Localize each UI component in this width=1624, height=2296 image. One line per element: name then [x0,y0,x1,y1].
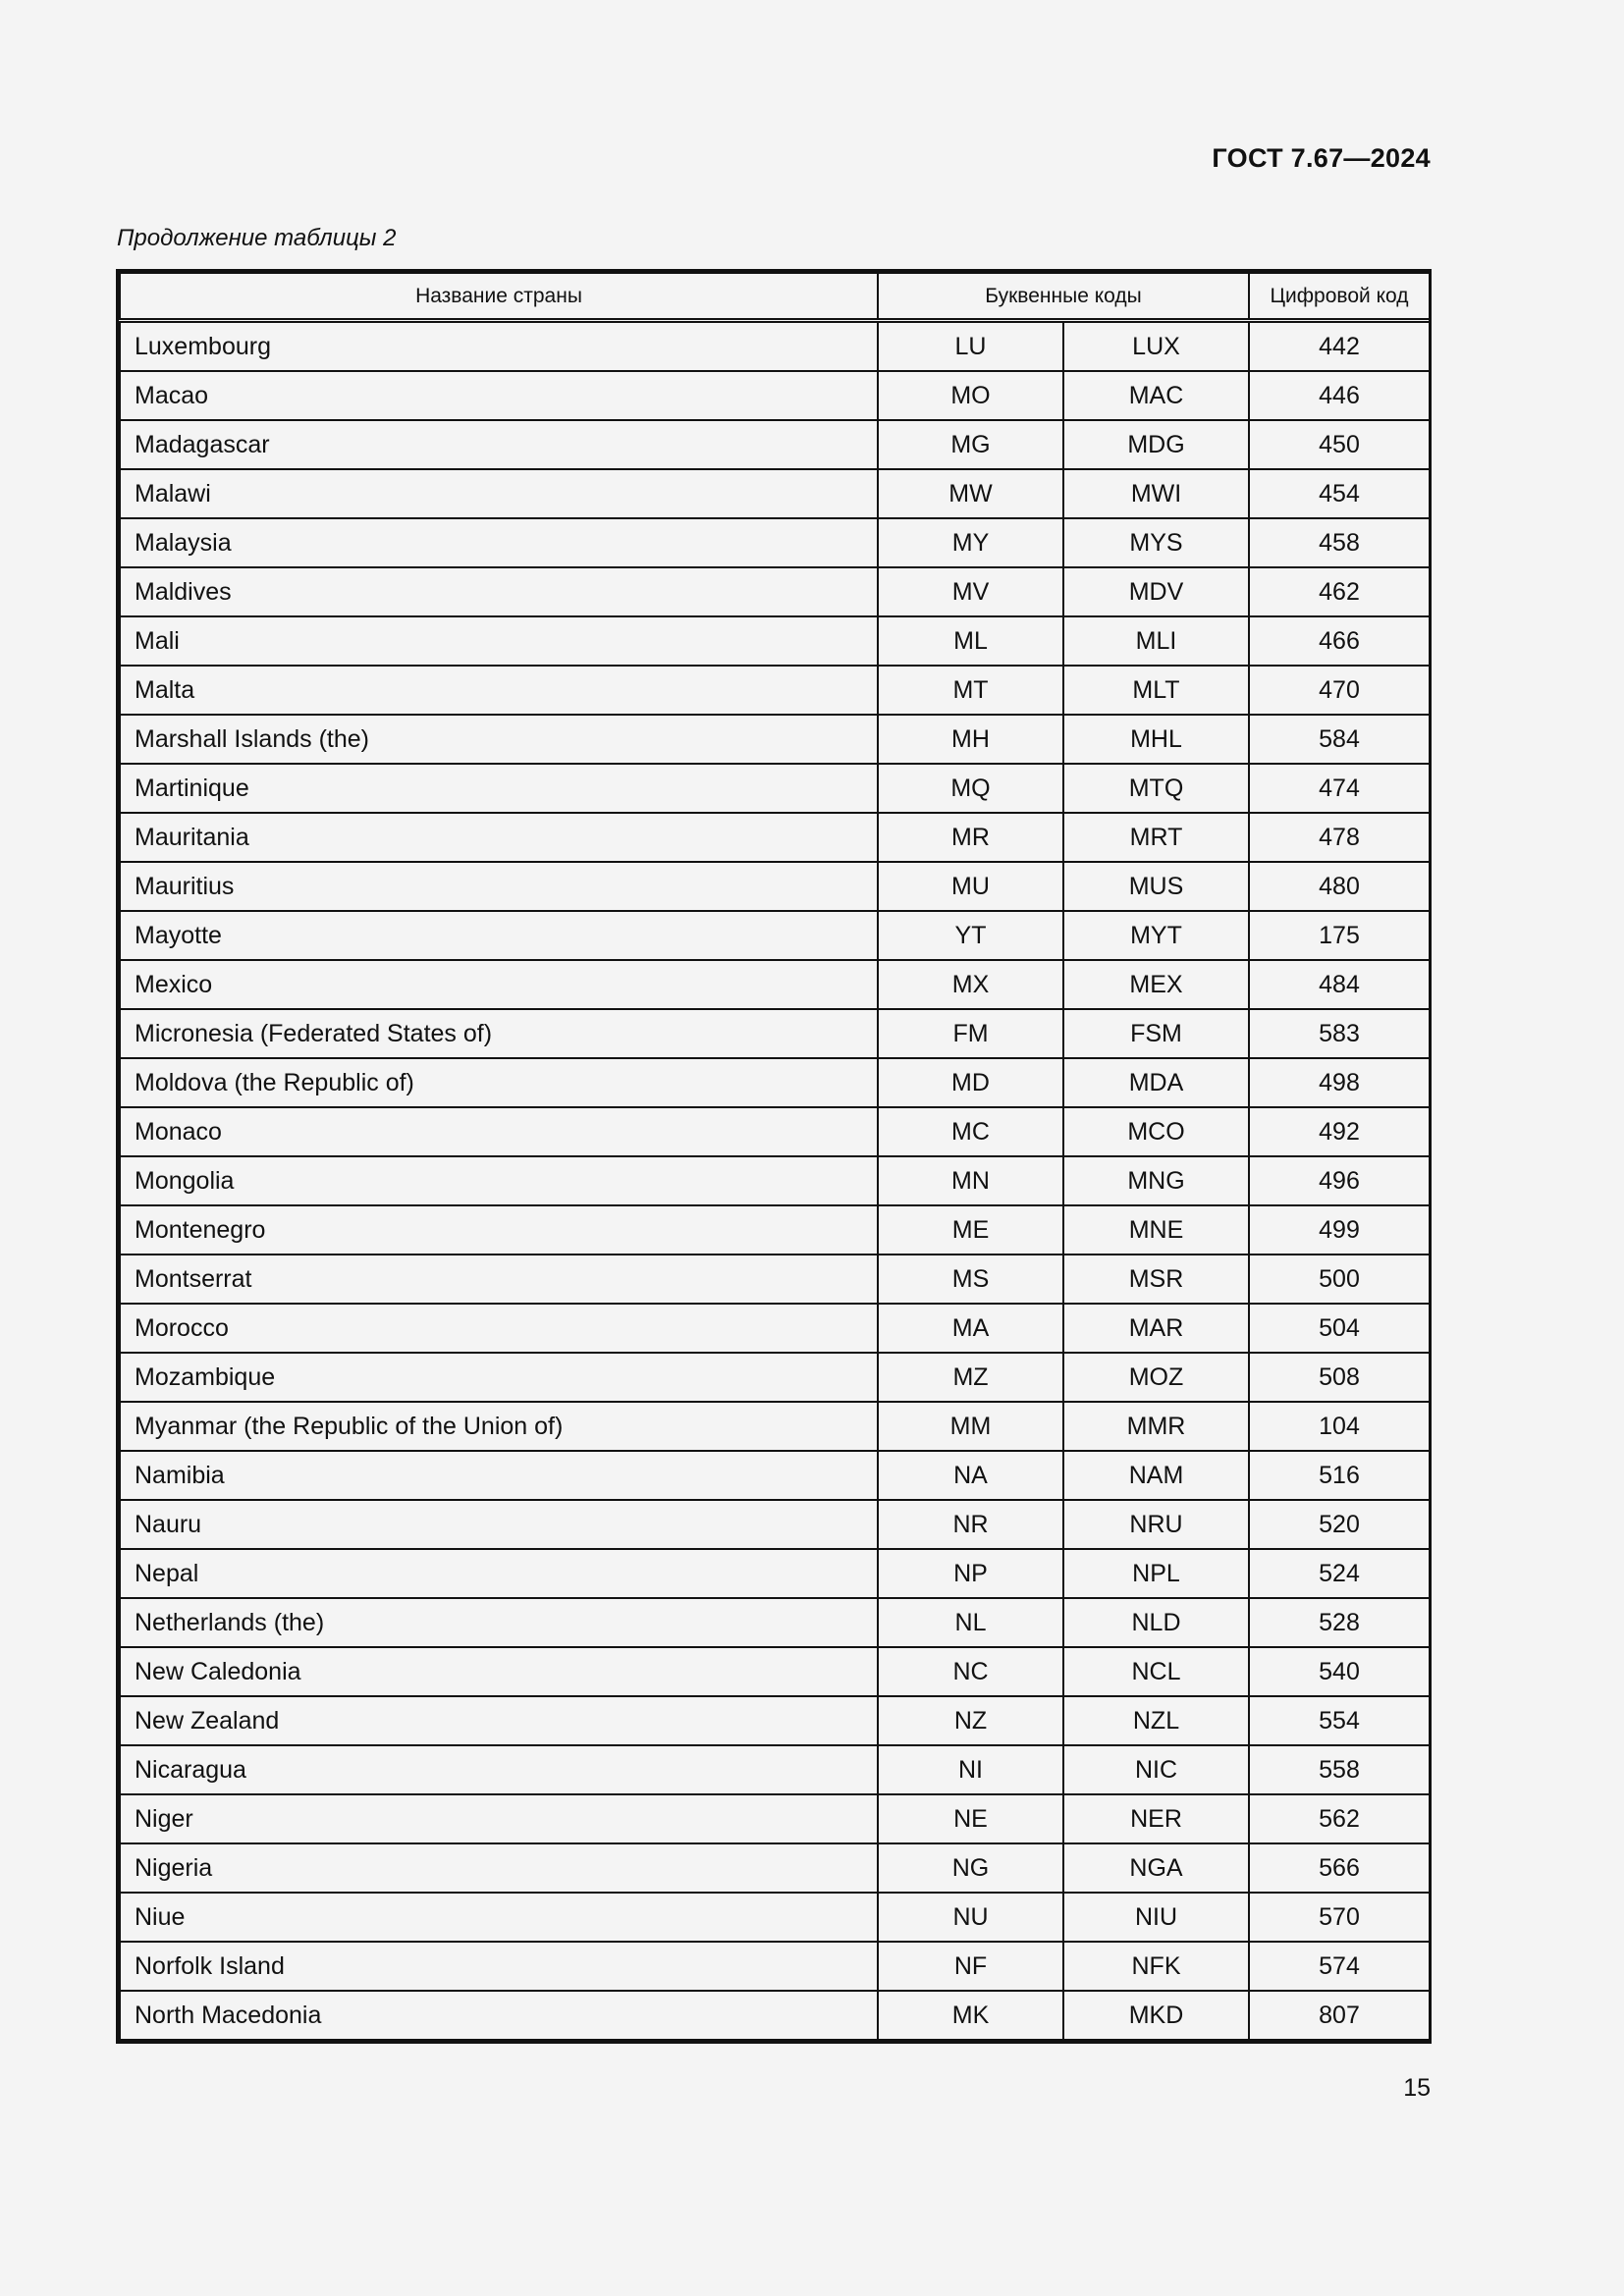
table-row [120,1009,1430,1058]
alpha2-code-cell: NA [878,1451,1063,1500]
country-name-cell: Madagascar [120,420,878,469]
table-row [120,1794,1430,1843]
alpha3-code-cell: NPL [1063,1549,1249,1598]
country-name-cell: Nicaragua [120,1745,878,1794]
country-name-cell: Luxembourg [120,321,878,372]
alpha2-code-cell: NF [878,1942,1063,1991]
alpha3-code-cell: MWI [1063,469,1249,518]
country-name-cell: New Zealand [120,1696,878,1745]
alpha2-code-cell: NZ [878,1696,1063,1745]
alpha3-code-cell: MTQ [1063,764,1249,813]
alpha3-code-cell: MYT [1063,911,1249,960]
country-name-cell: North Macedonia [120,1991,878,2040]
alpha2-code-cell: NL [878,1598,1063,1647]
numeric-code-cell: 458 [1249,518,1430,567]
alpha3-code-cell: MEX [1063,960,1249,1009]
country-name-cell: Macao [120,371,878,420]
country-name-cell: Micronesia (Federated States of) [120,1009,878,1058]
alpha2-code-cell: MK [878,1991,1063,2040]
alpha3-code-cell: MSR [1063,1255,1249,1304]
alpha3-code-cell: MHL [1063,715,1249,764]
alpha2-code-cell: MH [878,715,1063,764]
country-name-cell: Maldives [120,567,878,616]
alpha3-code-cell: NIU [1063,1893,1249,1942]
column-header-letter-codes: Буквенные коды [878,273,1249,321]
alpha2-code-cell: MO [878,371,1063,420]
column-header-country: Название страны [120,273,878,321]
country-name-cell: Moldova (the Republic of) [120,1058,878,1107]
alpha3-code-cell: LUX [1063,321,1249,372]
alpha3-code-cell: MLI [1063,616,1249,666]
country-name-cell: Malawi [120,469,878,518]
table-row [120,715,1430,764]
alpha3-code-cell: NRU [1063,1500,1249,1549]
table-row [120,1696,1430,1745]
alpha2-code-cell: NE [878,1794,1063,1843]
table-row [120,1058,1430,1107]
country-name-cell: Namibia [120,1451,878,1500]
alpha2-code-cell: NC [878,1647,1063,1696]
numeric-code-cell: 446 [1249,371,1430,420]
numeric-code-cell: 574 [1249,1942,1430,1991]
numeric-code-cell: 562 [1249,1794,1430,1843]
alpha2-code-cell: FM [878,1009,1063,1058]
numeric-code-cell: 496 [1249,1156,1430,1205]
numeric-code-cell: 566 [1249,1843,1430,1893]
table-row [120,1156,1430,1205]
alpha3-code-cell: NFK [1063,1942,1249,1991]
alpha3-code-cell: MRT [1063,813,1249,862]
country-name-cell: Marshall Islands (the) [120,715,878,764]
numeric-code-cell: 807 [1249,1991,1430,2040]
numeric-code-cell: 520 [1249,1500,1430,1549]
table-row [120,960,1430,1009]
country-name-cell: Mongolia [120,1156,878,1205]
alpha2-code-cell: MU [878,862,1063,911]
table-row [120,1353,1430,1402]
country-name-cell: Norfolk Island [120,1942,878,1991]
country-name-cell: Martinique [120,764,878,813]
alpha3-code-cell: NLD [1063,1598,1249,1647]
numeric-code-cell: 466 [1249,616,1430,666]
numeric-code-cell: 492 [1249,1107,1430,1156]
table-header-row [120,273,1430,321]
alpha3-code-cell: NGA [1063,1843,1249,1893]
alpha2-code-cell: MT [878,666,1063,715]
numeric-code-cell: 484 [1249,960,1430,1009]
table-row [120,371,1430,420]
alpha2-code-cell: ME [878,1205,1063,1255]
alpha3-code-cell: FSM [1063,1009,1249,1058]
numeric-code-cell: 584 [1249,715,1430,764]
country-name-cell: Mali [120,616,878,666]
country-name-cell: Malaysia [120,518,878,567]
country-name-cell: Niue [120,1893,878,1942]
page-number: 15 [1403,2074,1431,2102]
alpha3-code-cell: MNG [1063,1156,1249,1205]
numeric-code-cell: 480 [1249,862,1430,911]
numeric-code-cell: 470 [1249,666,1430,715]
alpha2-code-cell: MM [878,1402,1063,1451]
table-row [120,616,1430,666]
table-row [120,1304,1430,1353]
alpha3-code-cell: MAC [1063,371,1249,420]
table-row [120,518,1430,567]
numeric-code-cell: 474 [1249,764,1430,813]
alpha3-code-cell: MUS [1063,862,1249,911]
table-row [120,1549,1430,1598]
alpha2-code-cell: ML [878,616,1063,666]
alpha3-code-cell: MKD [1063,1991,1249,2040]
table-row [120,1843,1430,1893]
alpha2-code-cell: MG [878,420,1063,469]
alpha3-code-cell: MLT [1063,666,1249,715]
table-row [120,1598,1430,1647]
numeric-code-cell: 498 [1249,1058,1430,1107]
country-name-cell: Nauru [120,1500,878,1549]
alpha2-code-cell: MZ [878,1353,1063,1402]
numeric-code-cell: 175 [1249,911,1430,960]
country-name-cell: Mayotte [120,911,878,960]
table-row [120,1893,1430,1942]
alpha3-code-cell: MNE [1063,1205,1249,1255]
country-name-cell: Myanmar (the Republic of the Union of) [120,1402,878,1451]
country-name-cell: Mauritania [120,813,878,862]
alpha3-code-cell: MDA [1063,1058,1249,1107]
alpha3-code-cell: MCO [1063,1107,1249,1156]
country-name-cell: Niger [120,1794,878,1843]
table-row [120,1255,1430,1304]
alpha2-code-cell: MW [878,469,1063,518]
numeric-code-cell: 442 [1249,321,1430,372]
country-name-cell: Nigeria [120,1843,878,1893]
country-name-cell: Montenegro [120,1205,878,1255]
alpha2-code-cell: MR [878,813,1063,862]
numeric-code-cell: 450 [1249,420,1430,469]
table-row [120,321,1430,372]
alpha2-code-cell: YT [878,911,1063,960]
numeric-code-cell: 104 [1249,1402,1430,1451]
column-header-numeric-code: Цифровой код [1249,273,1430,321]
table-row [120,1205,1430,1255]
numeric-code-cell: 500 [1249,1255,1430,1304]
table-row [120,1745,1430,1794]
alpha2-code-cell: MS [878,1255,1063,1304]
country-name-cell: Monaco [120,1107,878,1156]
standard-designation: ГОСТ 7.67—2024 [1212,143,1431,173]
country-name-cell: Malta [120,666,878,715]
alpha3-code-cell: MMR [1063,1402,1249,1451]
alpha3-code-cell: MDV [1063,567,1249,616]
table-row [120,420,1430,469]
alpha3-code-cell: MAR [1063,1304,1249,1353]
numeric-code-cell: 504 [1249,1304,1430,1353]
table-row [120,666,1430,715]
numeric-code-cell: 540 [1249,1647,1430,1696]
numeric-code-cell: 508 [1249,1353,1430,1402]
numeric-code-cell: 499 [1249,1205,1430,1255]
numeric-code-cell: 528 [1249,1598,1430,1647]
alpha3-code-cell: MOZ [1063,1353,1249,1402]
alpha2-code-cell: MV [878,567,1063,616]
country-name-cell: Morocco [120,1304,878,1353]
country-name-cell: New Caledonia [120,1647,878,1696]
numeric-code-cell: 462 [1249,567,1430,616]
numeric-code-cell: 454 [1249,469,1430,518]
table-row [120,1402,1430,1451]
numeric-code-cell: 516 [1249,1451,1430,1500]
table-row [120,1107,1430,1156]
numeric-code-cell: 478 [1249,813,1430,862]
country-name-cell: Mexico [120,960,878,1009]
numeric-code-cell: 558 [1249,1745,1430,1794]
alpha2-code-cell: MN [878,1156,1063,1205]
alpha2-code-cell: MQ [878,764,1063,813]
table-row [120,1942,1430,1991]
table-row [120,911,1430,960]
country-name-cell: Netherlands (the) [120,1598,878,1647]
alpha2-code-cell: MD [878,1058,1063,1107]
alpha2-code-cell: NR [878,1500,1063,1549]
alpha2-code-cell: MY [878,518,1063,567]
alpha3-code-cell: NAM [1063,1451,1249,1500]
country-name-cell: Montserrat [120,1255,878,1304]
alpha3-code-cell: NCL [1063,1647,1249,1696]
numeric-code-cell: 583 [1249,1009,1430,1058]
table-row [120,813,1430,862]
alpha2-code-cell: NP [878,1549,1063,1598]
country-codes-table [116,269,1432,2044]
numeric-code-cell: 524 [1249,1549,1430,1598]
table-row [120,1500,1430,1549]
numeric-code-cell: 554 [1249,1696,1430,1745]
alpha3-code-cell: NZL [1063,1696,1249,1745]
country-name-cell: Nepal [120,1549,878,1598]
alpha3-code-cell: NER [1063,1794,1249,1843]
alpha3-code-cell: MDG [1063,420,1249,469]
alpha2-code-cell: NU [878,1893,1063,1942]
numeric-code-cell: 570 [1249,1893,1430,1942]
table-caption: Продолжение таблицы 2 [117,225,397,251]
alpha2-code-cell: NG [878,1843,1063,1893]
table-row [120,862,1430,911]
alpha2-code-cell: NI [878,1745,1063,1794]
alpha2-code-cell: MC [878,1107,1063,1156]
table-row [120,469,1430,518]
table-row [120,1647,1430,1696]
alpha2-code-cell: MX [878,960,1063,1009]
country-name-cell: Mozambique [120,1353,878,1402]
table-row [120,1991,1430,2040]
country-name-cell: Mauritius [120,862,878,911]
table-row [120,1451,1430,1500]
alpha2-code-cell: MA [878,1304,1063,1353]
alpha3-code-cell: NIC [1063,1745,1249,1794]
table-row [120,567,1430,616]
table-row [120,764,1430,813]
alpha2-code-cell: LU [878,321,1063,372]
table-body [120,321,1430,2041]
alpha3-code-cell: MYS [1063,518,1249,567]
